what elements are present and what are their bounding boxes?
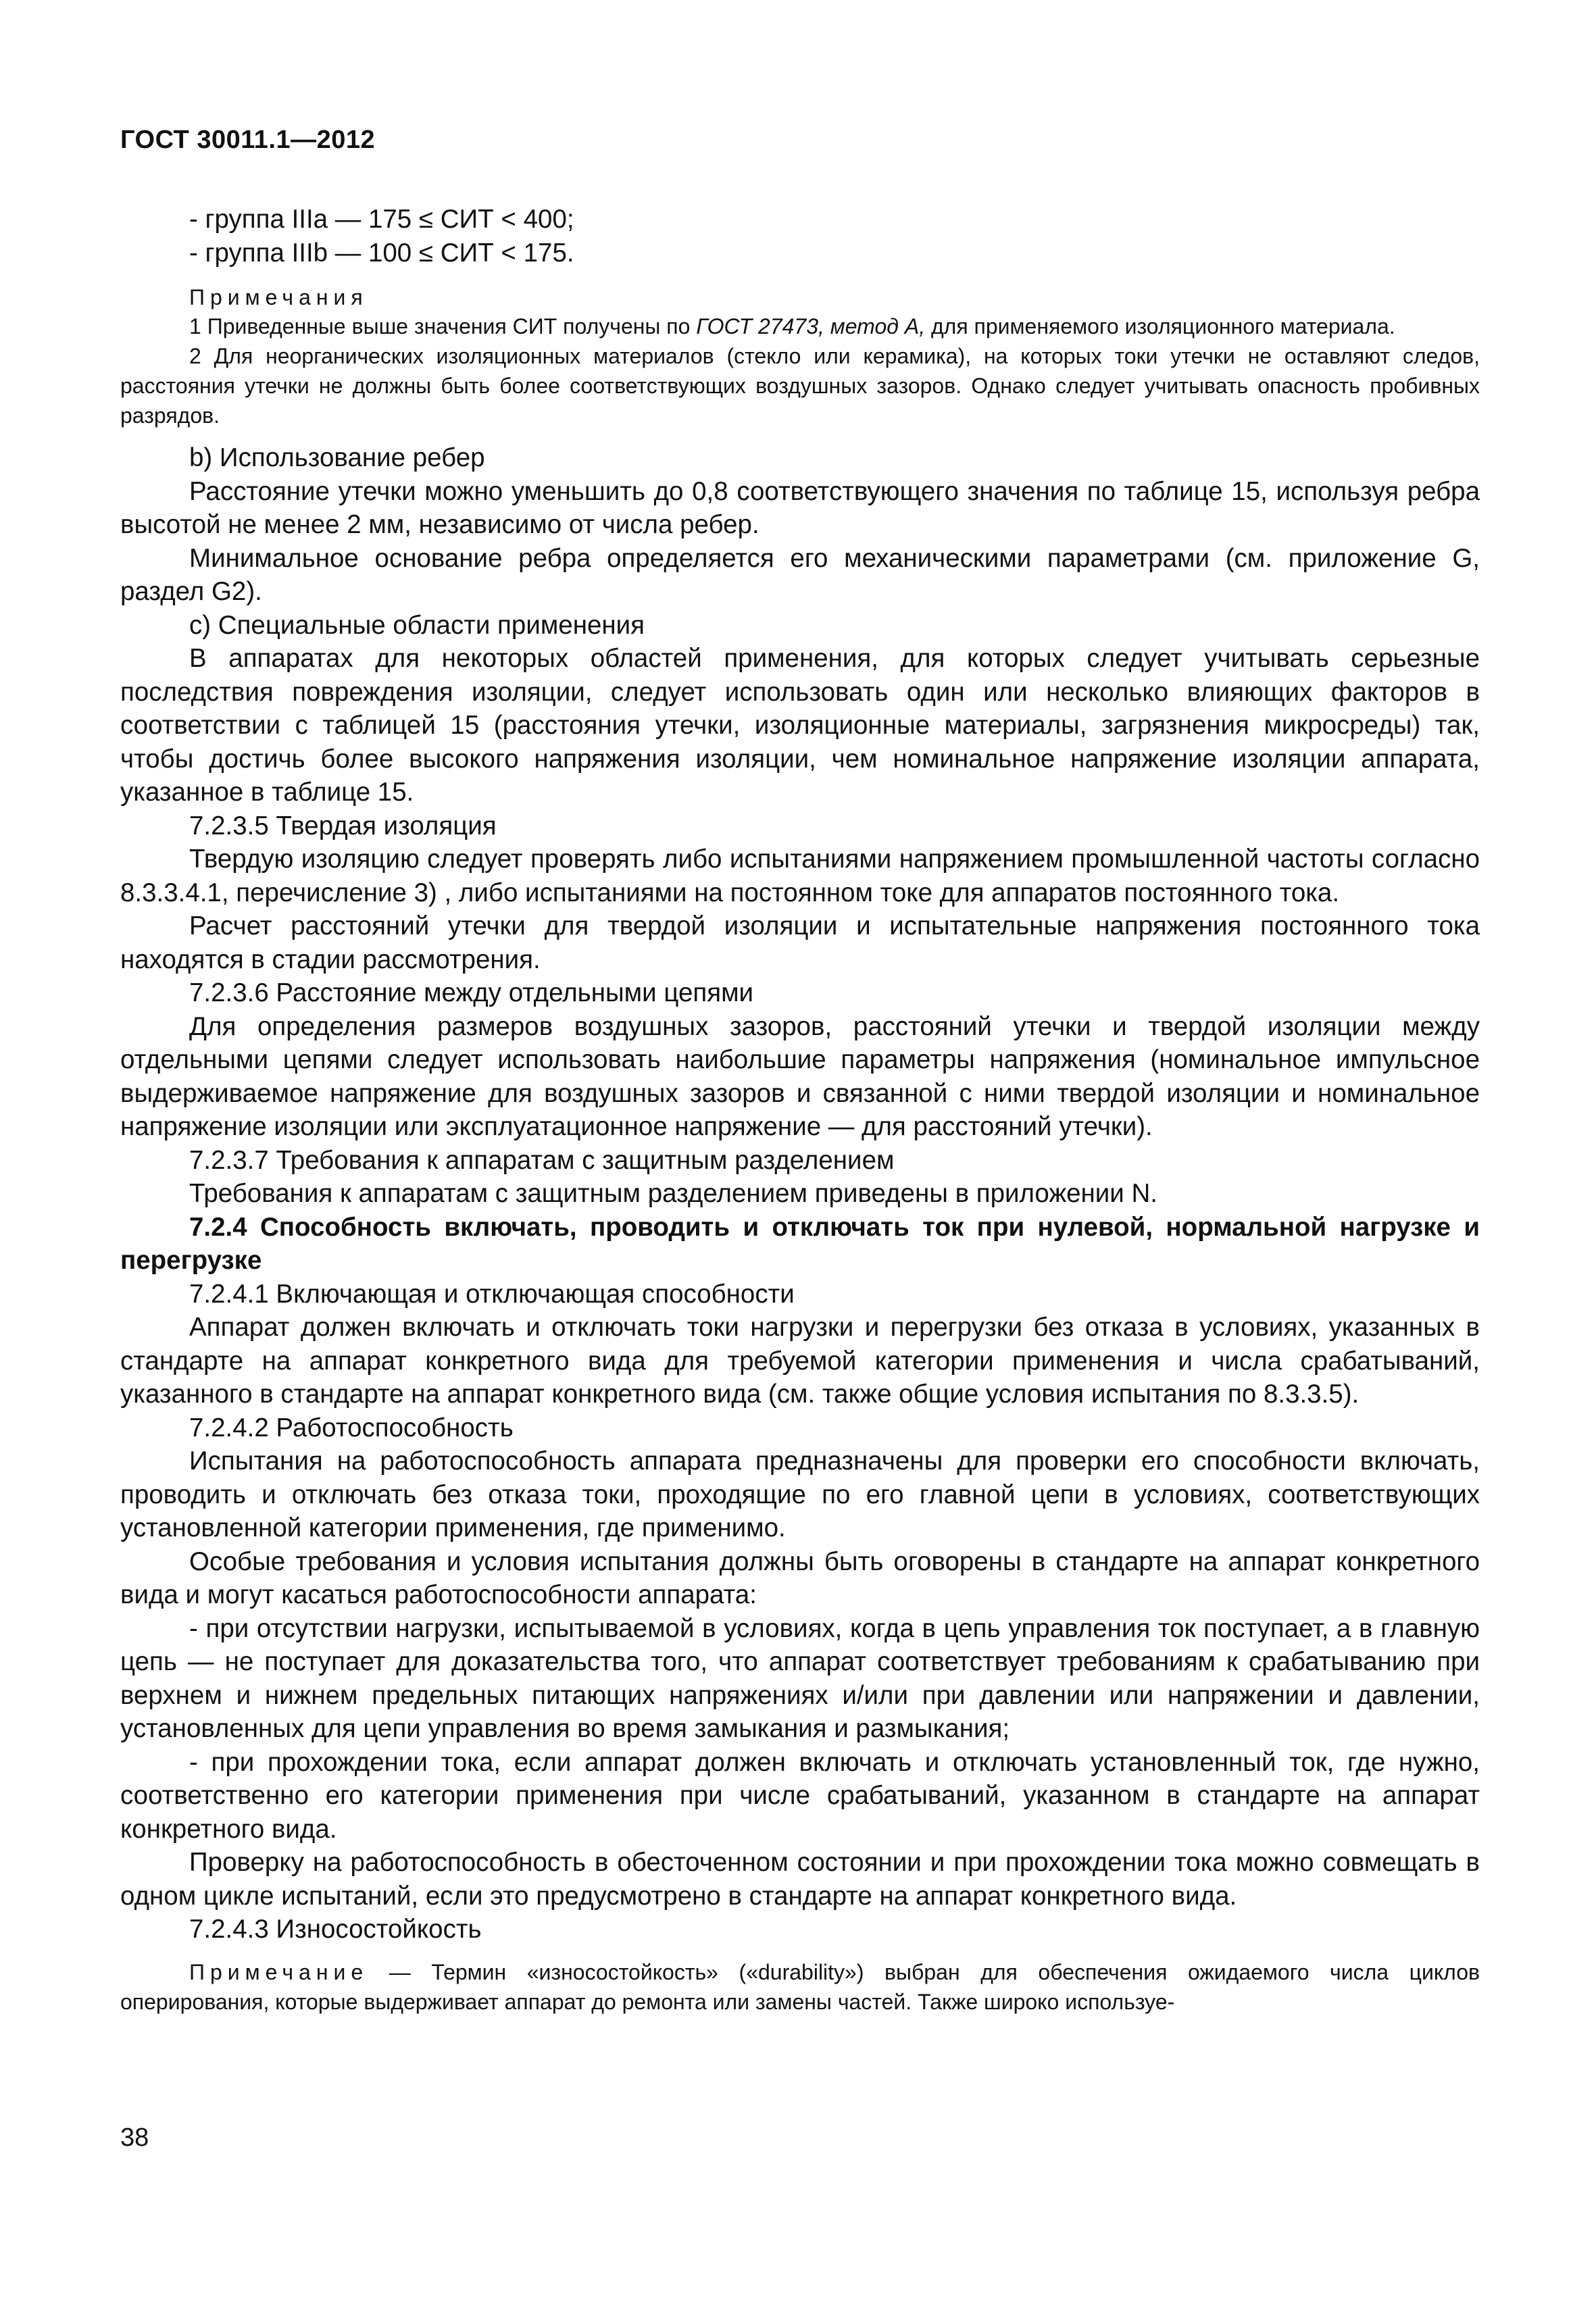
paragraph: Минимальное основание ребра определяется его механическими параметрами (см. приложение G, раздел G2). <box>120 543 1480 606</box>
page-number: 38 <box>120 2123 149 2152</box>
note-1-pre: 1 Приведенные выше значения СИТ получены по <box>189 314 697 338</box>
group-item: - группа IIIa — 175 ≤ СИТ < 400; <box>189 205 574 234</box>
note-1 <box>120 311 1480 341</box>
note-2: 2 Для неорганических изоляционных материалов (стекло или керамика), на которых токи утечки не оставляют следов, расстояния утечки не должны быть более соответствующих воздушных зазоров. Однако следует учитывать опасность пробивных разрядов. <box>120 344 1480 428</box>
paragraph: b) Использование ребер <box>189 443 485 472</box>
final-note-text: — Термин «износостойкость» («durability») выбран для обеспечения ожидаемого числа циклов оперирования, которые выдерживает аппарат до ремонта или замены частей. Также широко используе- <box>120 1959 1480 2014</box>
notes-heading: Примечания <box>189 285 368 309</box>
paragraph: Требования к аппаратам с защитным разделением приведены в приложении N. <box>189 1179 1157 1208</box>
final-note-label: Примечание <box>189 1959 369 1984</box>
section-heading: 7.2.3.7 Требования к аппаратам с защитным разделением <box>189 1145 895 1175</box>
section-heading: 7.2.3.5 Твердая изоляция <box>189 811 497 840</box>
list-item: - при прохождении тока, если аппарат должен включать и отключать установленный ток, где нужно, соответственно его категории применения при числе срабатываний, указанном в стандарте на аппарат конкретного вида. <box>120 1747 1480 1844</box>
paragraph: В аппаратах для некоторых областей применения, для которых следует учитывать серьезные последствия повреждения изоляции, следует использовать один или несколько влияющих факторов в соответствии с таблицей 15 (расстояния утечки, изоляционные материалы, загрязнения микросреды) так, чтобы достичь более высокого напряжения изоляции, чем номинальное напряжение изоляции аппарата, указанное в таблице 15. <box>120 644 1480 807</box>
group-item: - группа IIIb — 100 ≤ СИТ < 175. <box>189 238 574 268</box>
paragraph: Для определения размеров воздушных зазоров, расстояний утечки и твердой изоляции между отдельными цепями следует использовать наибольшие параметры напряжения (номинальное импульсное выдерживаемое напряжение для воздушных зазоров и связанной с ними твердой изоляции и номинальное напряжение изоляции или эксплуатационное напряжение — для расстояний утечки). <box>120 1011 1480 1141</box>
paragraph: Особые требования и условия испытания должны быть оговорены в стандарте на аппарат конкретного вида и могут касаться работоспособности аппарата: <box>120 1546 1480 1609</box>
section-heading: 7.2.4.1 Включающая и отключающая способности <box>189 1279 795 1309</box>
paragraph: Испытания на работоспособность аппарата предназначены для проверки его способности включать, проводить и отключать без отказа токи, проходящие по его главной цепи в условиях, соответствующих установленной категории применения, где применимо. <box>120 1447 1480 1542</box>
section-heading: 7.2.4.2 Работоспособность <box>189 1413 514 1442</box>
document-header: ГОСТ 30011.1—2012 <box>120 126 376 154</box>
note-1-post: для применяемого изоляционного материала. <box>925 314 1395 338</box>
section-heading: 7.2.4.3 Износостойкость <box>189 1915 482 1944</box>
list-item: - при отсутствии нагрузки, испытываемой в условиях, когда в цепь управления ток поступает, а в главную цепь — не поступает для доказательства того, что аппарат соответствует требованиям к срабатыванию при верхнем и нижнем предельных питающих напряжениях и/или при давлении или напряжении и давлении, установленных для цепи управления во время замыкания и размыкания; <box>120 1613 1480 1743</box>
section-heading: 7.2.3.6 Расстояние между отдельными цепями <box>189 978 754 1007</box>
paragraph: Расстояние утечки можно уменьшить до 0,8 соответствующего значения по таблице 15, используя ребра высотой не менее 2 мм, независимо от числа ребер. <box>120 476 1480 539</box>
paragraph: Аппарат должен включать и отключать токи нагрузки и перегрузки без отказа в условиях, указанных в стандарте на аппарат конкретного вида для требуемой категории применения и числа срабатываний, указанного в стандарте на аппарат конкретного вида (см. также общие условия испытания по 8.3.3.5). <box>120 1313 1480 1409</box>
paragraph: Проверку на работоспособность в обесточенном состоянии и при прохождении тока можно совмещать в одном цикле испытаний, если это предусмотрено в стандарте на аппарат конкретного вида. <box>120 1848 1480 1911</box>
section-heading-bold: 7.2.4 Способность включать, проводить и отключать ток при нулевой, нормальной нагрузке и перегрузке <box>120 1212 1480 1275</box>
final-note <box>120 1957 1480 2017</box>
paragraph: Расчет расстояний утечки для твердой изоляции и испытательные напряжения постоянного тока находятся в стадии рассмотрения. <box>120 911 1480 974</box>
note-1-reference: ГОСТ 27473, метод А, <box>696 314 926 338</box>
paragraph: c) Специальные области применения <box>189 610 645 640</box>
document-body <box>120 203 1480 2017</box>
paragraph: Твердую изоляцию следует проверять либо испытаниями напряжением промышленной частоты согласно 8.3.3.4.1, перечисление 3) , либо испытаниями на постоянном токе для аппаратов постоянного тока. <box>120 845 1480 907</box>
